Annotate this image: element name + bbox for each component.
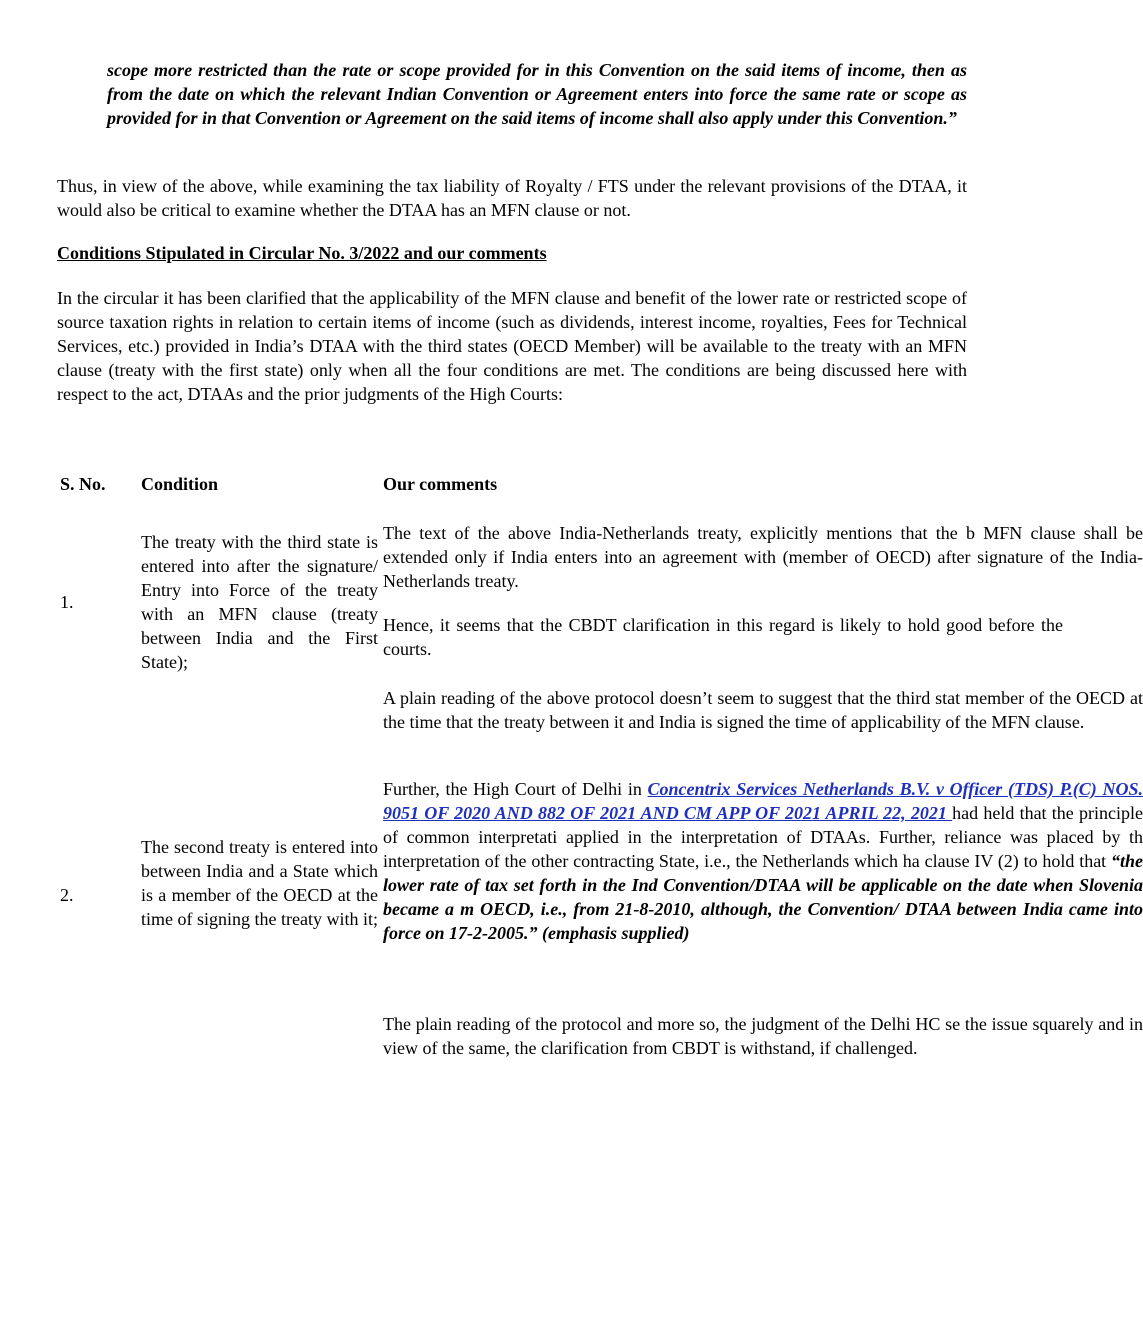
row-2-comment-2 — [383, 777, 1143, 945]
header-condition: Condition — [141, 474, 219, 494]
header-sno: S. No. — [60, 474, 106, 494]
row-2-condition: The second treaty is entered into between India and a State which is a member of the OECD at the time of signing the treaty with it; — [141, 837, 378, 929]
row-2-comment-3-clip — [383, 1012, 1143, 1086]
row-2-comment-1: A plain reading of the above protocol doesn’t seem to suggest that the third stat member of the OECD at the time that the treaty between it and India is signed the time of applicability of the MFN clause. — [383, 688, 1143, 732]
row-2-sno: 2. — [60, 885, 74, 905]
row-1-comment-2-clip — [383, 613, 1063, 665]
circular-paragraph: In the circular it has been clarified that the applicability of the MFN clause and benefit of the lower rate or restricted scope of source taxation rights in relation to certain items of income (such as dividends, interest income, royalties, Fees for Technical Services, etc.) provided in India’s DTAA with the third states (OECD Member) will be available to the treaty with an MFN clause (treaty with the first state) only when all the four conditions are met. The conditions are being discussed here with respect to the act, DTAAs and the prior judgments of the High Courts: — [57, 288, 967, 404]
header-comments: Our comments — [383, 474, 498, 494]
comment-2-intro: Further, the High Court of Delhi in — [383, 779, 648, 799]
comment-2-emphasis: “the lower rate of tax set forth in the Ind Convention/DTAA will be applicable on the date when Slovenia became a m OECD, i.e., from 21-8-2010, although, the Convention/ DTAA between India came into force on 17-2-2005.” (emphasis supplied) — [383, 851, 1143, 943]
row-2-comment-1-clip — [383, 686, 1143, 760]
row-2-comment-2-clip — [383, 777, 1143, 997]
row-2-comment-3: The plain reading of the protocol and more so, the judgment of the Delhi HC se the issue squarely and in view of the same, the clarification from CBDT is withstand, if challenged. — [383, 1014, 1143, 1058]
row-1-sno: 1. — [60, 592, 74, 612]
quoted-treaty-text: scope more restricted than the rate or scope provided for in this Convention on the said items of income, then as from the date on which the relevant Indian Convention or Agreement enters into force the same rate or scope as provided for in that Convention or Agreement on the said items of income shall also apply under this Convention.” — [107, 60, 967, 128]
concentrix-case-link[interactable]: Concentrix Services Netherlands B.V. v Officer (TDS) P.(C) NOS. 9051 OF 2020 AND 882 OF 2021 AND CM APP OF 2021 APRIL 22, 2021 — [383, 779, 1143, 823]
row-1-comment-2: Hence, it seems that the CBDT clarification in this regard is likely to hold good before the courts. — [383, 615, 1063, 659]
section-heading: Conditions Stipulated in Circular No. 3/2022 and our comments — [57, 243, 547, 263]
row-1-comment-1-clip — [383, 521, 1143, 591]
comment-2-middle: had held that the principle of common interpretati applied in the interpretation of DTAAs. Further, reliance was placed by th interpretation of the other contracting State, i.e., the Netherlands which ha clause IV (2) to hold that — [383, 803, 1143, 871]
row-1-condition: The treaty with the third state is entered into after the signature/ Entry into Force of the treaty with an MFN clause (treaty between India and the First State); — [141, 532, 378, 672]
row-1-comment-1: The text of the above India-Netherlands treaty, explicitly mentions that the b MFN clause shall be extended only if India enters into an agreement with (member of OECD) after signature of the India-Netherlands treaty. — [383, 523, 1143, 591]
thus-paragraph: Thus, in view of the above, while examining the tax liability of Royalty / FTS under the relevant provisions of the DTAA, it would also be critical to examine whether the DTAA has an MFN clause or not. — [57, 176, 967, 220]
